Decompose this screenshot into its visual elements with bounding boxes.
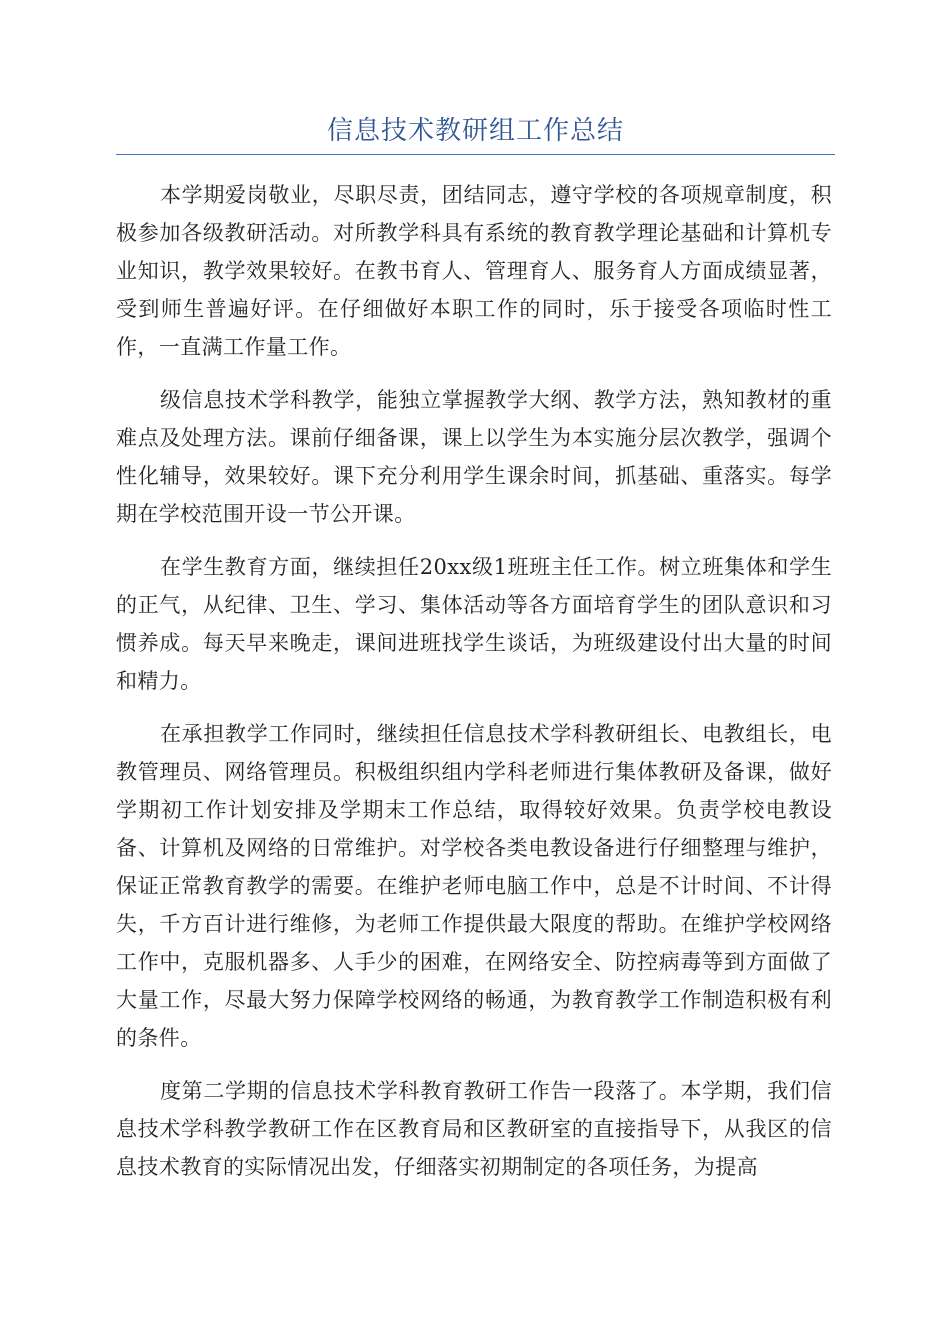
- document-body: [116, 176, 832, 1201]
- paragraph-1: 本学期爱岗敬业，尽职尽责，团结同志，遵守学校的各项规章制度，积极参加各级教研活动。对所教学科具有系统的教育教学理论基础和计算机专业知识，教学效果较好。在教书育人、管理育人、服务育人方面成绩显著，受到师生普遍好评。在仔细做好本职工作的同时，乐于接受各项临时性工作，一直满工作量工作。: [116, 183, 832, 359]
- paragraph-4: 在承担教学工作同时，继续担任信息技术学科教研组长、电教组长，电教管理员、网络管理员。积极组织组内学科老师进行集体教研及备课，做好学期初工作计划安排及学期末工作总结，取得较好效果。负责学校电教设备、计算机及网络的日常维护。对学校各类电教设备进行仔细整理与维护，保证正常教育教学的需要。在维护老师电脑工作中，总是不计时间、不计得失，千方百计进行维修，为老师工作提供最大限度的帮助。在维护学校网络工作中，克服机器多、人手少的困难，在网络安全、防控病毒等到方面做了大量工作，尽最大努力保障学校网络的畅通，为教育教学工作制造积极有利的条件。: [116, 722, 832, 1050]
- document-title: 信息技术教研组工作总结: [326, 116, 624, 146]
- paragraph-5: 度第二学期的信息技术学科教育教研工作告一段落了。本学期，我们信息技术学科教学教研工作在区教育局和区教研室的直接指导下，从我区的信息技术教育的实际情况出发，仔细落实初期制定的各项任务，为提高: [116, 1079, 832, 1179]
- paragraph-2: 级信息技术学科教学，能独立掌握教学大纲、教学方法，熟知教材的重难点及处理方法。课前仔细备课，课上以学生为本实施分层次教学，强调个性化辅导，效果较好。课下充分利用学生课余时间，抓基础、重落实。每学期在学校范围开设一节公开课。: [116, 388, 832, 526]
- paragraph-3: 在学生教育方面，继续担任20xx级1班班主任工作。树立班集体和学生的正气，从纪律、卫生、学习、集体活动等各方面培育学生的团队意识和习惯养成。每天早来晚走，课间进班找学生谈话，为班级建设付出大量的时间和精力。: [116, 555, 832, 693]
- title-underline: [116, 154, 835, 155]
